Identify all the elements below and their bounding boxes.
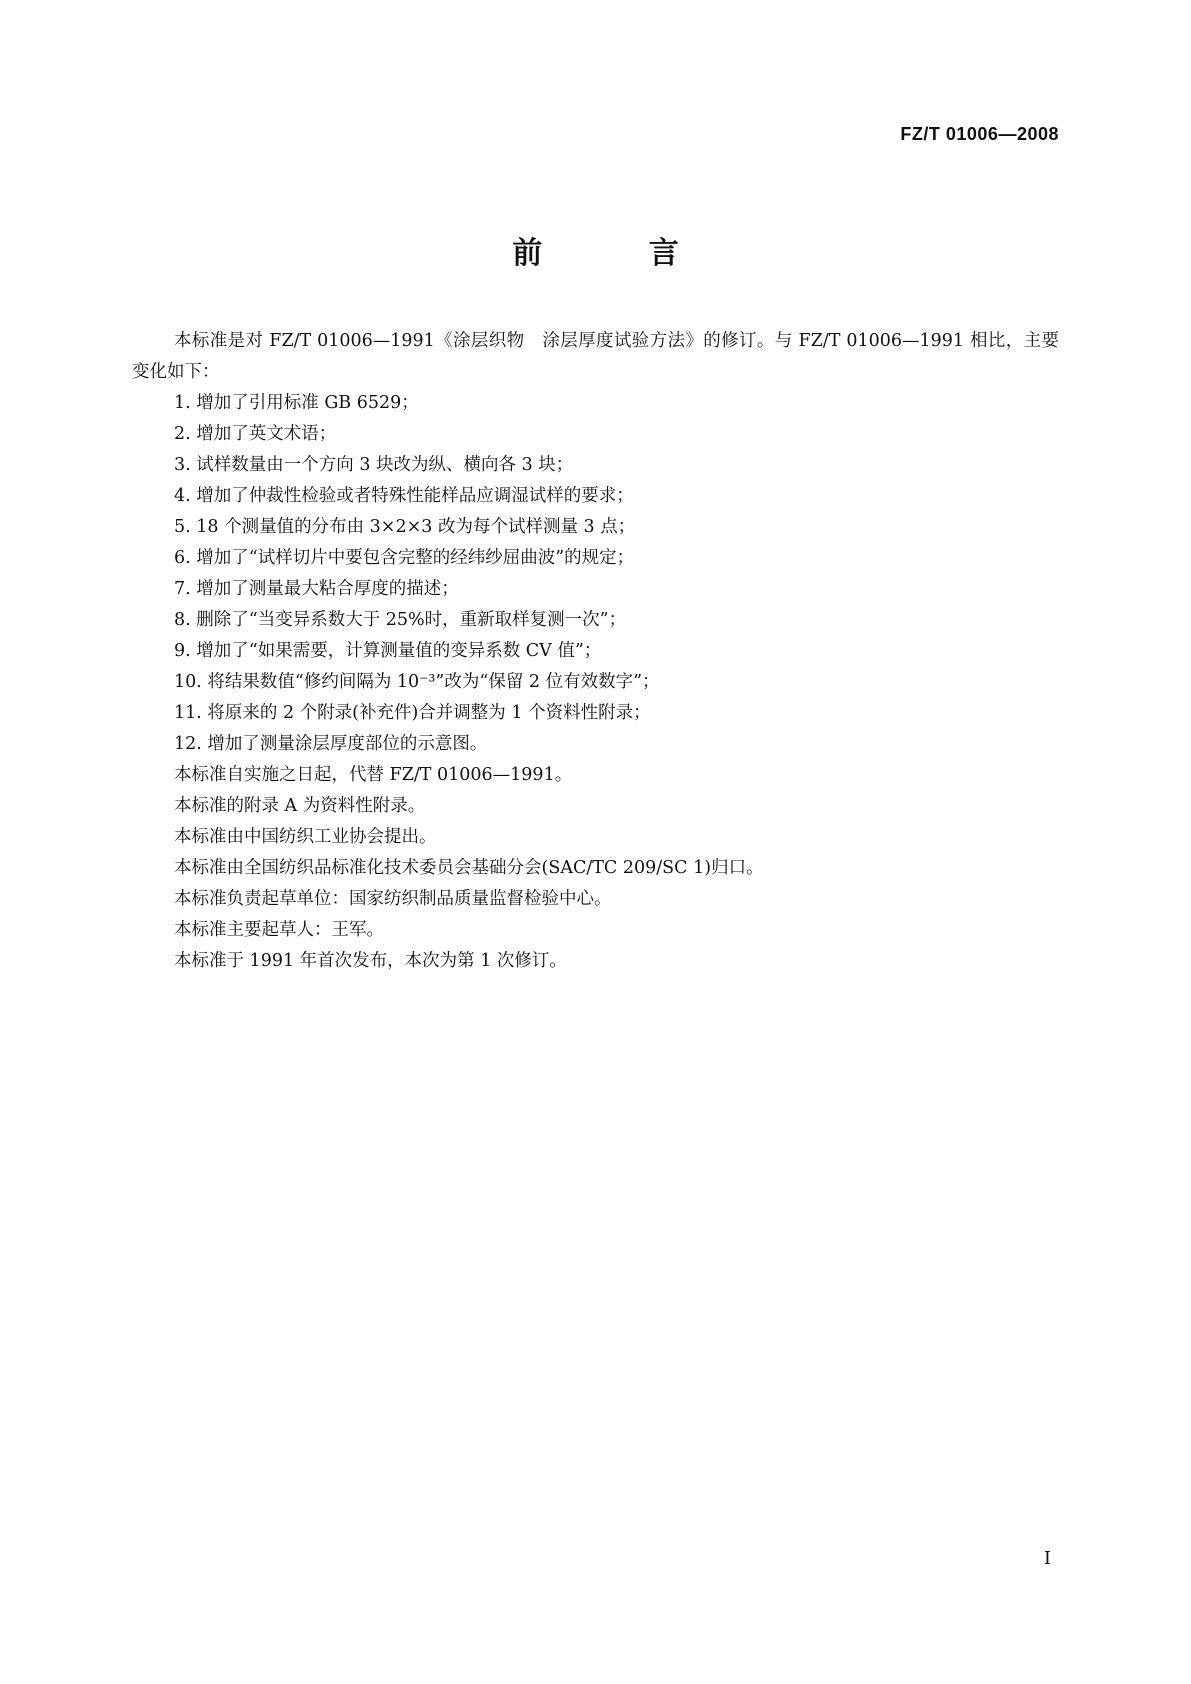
list-item: 6. 增加了“试样切片中要包含完整的经纬纱屈曲波”的规定； <box>174 548 635 568</box>
list-item: 8. 删除了“当变异系数大于 25%时，重新取样复测一次”； <box>174 610 627 630</box>
page-number: I <box>1043 1548 1051 1569</box>
note-paragraph: 本标准自实施之日起，代替 FZ/T 01006—1991。 <box>174 765 573 785</box>
list-item: 4. 增加了仲裁性检验或者特殊性能样品应调湿试样的要求； <box>174 486 634 506</box>
note-paragraph: 本标准于 1991 年首次发布，本次为第 1 次修订。 <box>174 951 567 971</box>
note-paragraph: 本标准负责起草单位：国家纺织制品质量监督检验中心。 <box>174 889 612 909</box>
list-item: 5. 18 个测量值的分布由 3×2×3 改为每个试样测量 3 点； <box>174 517 636 537</box>
note-paragraph: 本标准由全国纺织品标准化技术委员会基础分会(SAC/TC 209/SC 1)归口。 <box>174 858 764 878</box>
list-item: 3. 试样数量由一个方向 3 块改为纵、横向各 3 块； <box>174 455 574 475</box>
document-body <box>132 326 1059 977</box>
note-paragraph: 本标准的附录 A 为资料性附录。 <box>174 796 426 816</box>
intro-paragraph: 本标准是对 FZ/T 01006—1991《涂层织物 涂层厚度试验方法》的修订。与 FZ/T 01006—1991 相比，主要变化如下： <box>132 331 1059 382</box>
list-item: 9. 增加了“如果需要，计算测量值的变异系数 CV 值”； <box>174 641 602 661</box>
note-paragraph: 本标准由中国纺织工业协会提出。 <box>174 827 437 847</box>
changes-list <box>132 388 1059 760</box>
list-item: 2. 增加了英文术语； <box>174 424 337 444</box>
list-item: 11. 将原来的 2 个附录(补充件)合并调整为 1 个资料性附录； <box>174 703 651 723</box>
list-item: 7. 增加了测量最大粘合厚度的描述； <box>174 579 459 599</box>
standard-number: FZ/T 01006—2008 <box>900 124 1059 144</box>
note-paragraph: 本标准主要起草人：王军。 <box>174 920 384 940</box>
list-item: 10. 将结果数值“修约间隔为 10⁻³”改为“保留 2 位有效数字”； <box>174 672 660 692</box>
list-item: 1. 增加了引用标准 GB 6529； <box>174 393 419 413</box>
page-title: 前 言 <box>512 236 727 271</box>
list-item: 12. 增加了测量涂层厚度部位的示意图。 <box>174 734 488 754</box>
